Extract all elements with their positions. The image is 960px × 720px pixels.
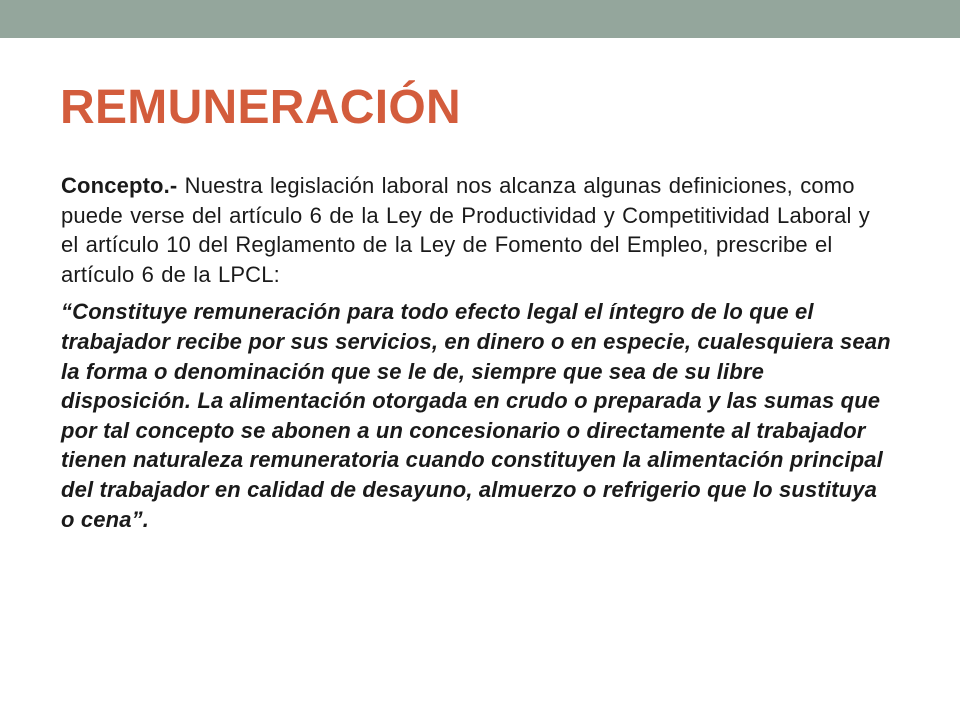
concept-paragraph (61, 171, 891, 289)
legal-quote: “Constituye remuneración para todo efecto legal el íntegro de lo que el trabajador recibe por sus servicios, en dinero o en especie, cualesquiera sean la forma o denominación que se le de, siempre que sea de su libre disposición. La alimentación otorgada en crudo o preparada y las sumas que por tal concepto se abonen a un concesionario o directamente al trabajador tienen naturaleza remuneratoria cuando constituyen la alimentación principal del trabajador en calidad de desayuno, almuerzo o refrigerio que lo sustituya o cena”. (61, 299, 891, 532)
concept-label: Concepto.- (61, 173, 178, 198)
slide-title: REMUNERACIÓN (60, 81, 461, 134)
top-accent-bar (0, 0, 960, 38)
concept-text: Nuestra legislación laboral nos alcanza algunas definiciones, como puede verse del artículo 6 de la Ley de Productividad y Competitividad Laboral y el artículo 10 del Reglamento de la Ley de Fomento del Empleo, prescribe el artículo 6 de la LPCL: (61, 173, 870, 287)
slide-body (61, 171, 891, 534)
